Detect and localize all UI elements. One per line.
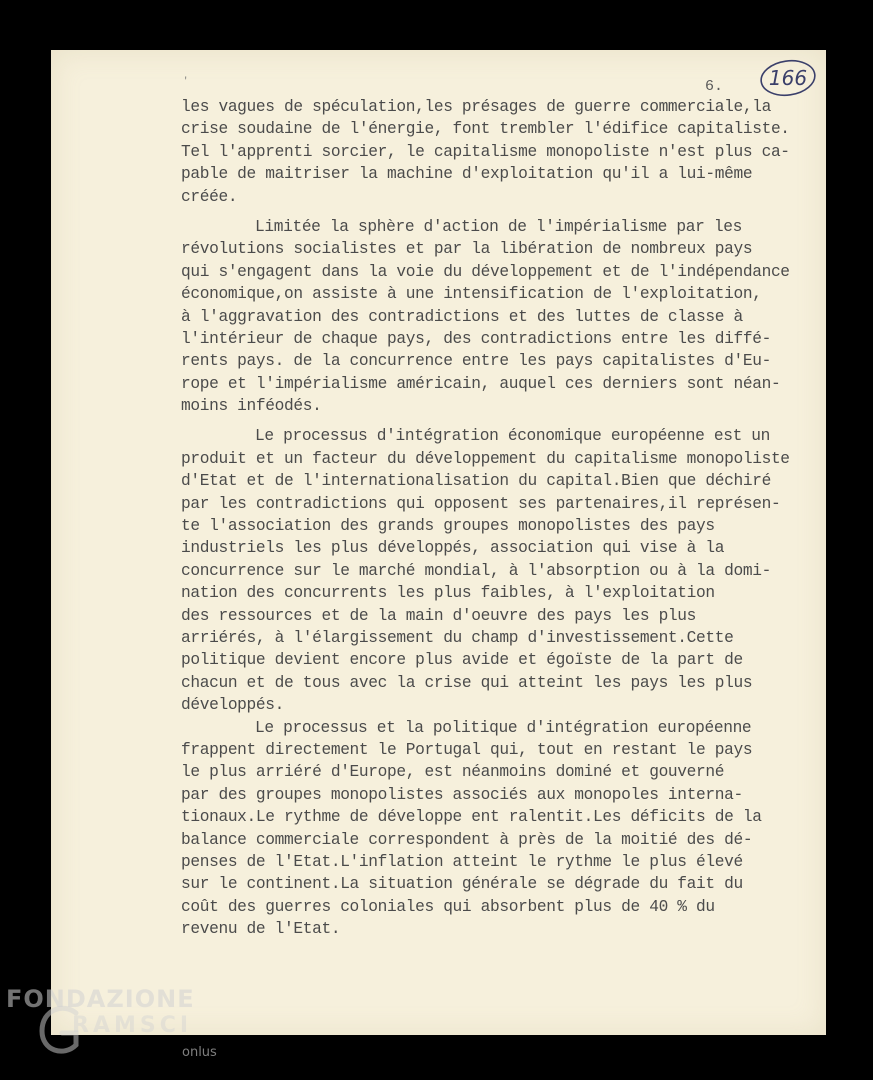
text-line-25: politique devient encore plus avide et égoïste de la part de (181, 651, 743, 670)
text-line-15: Le processus d'intégration économique européenne est un (255, 427, 771, 446)
folio-number: 166 (768, 66, 808, 90)
text-line-8: qui s'engagent dans la voie du développement et de l'indépendance (181, 262, 790, 281)
text-line-26: chacun et de tous avec la crise qui atteint les pays les plus (181, 673, 753, 692)
text-line-21: concurrence sur le marché mondial, à l'absorption ou à la domi- (181, 561, 771, 580)
text-line-34: penses de l'Etat.L'inflation atteint le rythme le plus élevé (181, 852, 743, 871)
watermark-line-1: FONDAZIONE (6, 985, 195, 1013)
text-line-6: Limitée la sphère d'action de l'impérialisme par les (255, 217, 742, 236)
margin-mark: ' (183, 76, 189, 86)
text-line-19: te l'association des grands groupes monopolistes des pays (181, 517, 715, 536)
text-line-12: rents pays. de la concurrence entre les pays capitalistes d'Eu- (181, 352, 771, 371)
text-line-37: revenu de l'Etat. (181, 920, 341, 939)
text-line-35: sur le continent.La situation générale se dégrade du fait du (181, 875, 743, 894)
paragraph-gap (181, 208, 821, 216)
text-line-24: arriérés, à l'élargissement du champ d'investissement.Cette (181, 628, 734, 647)
fondazione-gramsci-watermark (6, 985, 226, 1075)
paragraph-gap (181, 417, 821, 425)
page-number: 6. (705, 78, 724, 95)
text-line-14: moins inféodés. (181, 397, 322, 416)
text-line-27: développés. (181, 696, 285, 715)
text-line-23: des ressources et de la main d'oeuvre des pays les plus (181, 606, 697, 625)
text-line-31: par des groupes monopolistes associés aux monopoles interna- (181, 785, 743, 804)
text-line-13: rope et l'impérialisme américain, auquel ces derniers sont néan- (181, 374, 781, 393)
text-line-18: par les contradictions qui opposent ses partenaires,il représen- (181, 494, 781, 513)
text-line-4: pable de maitriser la machine d'exploitation qu'il a lui-même (181, 165, 753, 184)
text-line-17: d'Etat et de l'internationalisation du capital.Bien que déchiré (181, 472, 771, 491)
document-body (181, 96, 821, 940)
text-line-1: les vagues de spéculation,les présages de guerre commerciale,la (181, 98, 771, 116)
text-line-5: créée. (181, 187, 238, 206)
text-line-30: le plus arriéré d'Europe, est néanmoins dominé et gouverné (181, 763, 725, 782)
text-line-32: tionaux.Le rythme de développe ent ralentit.Les déficits de la (181, 808, 762, 827)
folio-stamp (758, 58, 818, 98)
text-line-16: produit et un facteur du développement du capitalisme monopoliste (181, 449, 790, 468)
text-line-2: crise soudaine de l'énergie, font trembler l'édifice capitaliste. (181, 120, 790, 139)
text-line-9: économique,on assiste à une intensification de l'exploitation, (181, 285, 762, 304)
text-line-36: coût des guerres coloniales qui absorbent plus de 40 % du (181, 897, 715, 916)
text-line-11: l'intérieur de chaque pays, des contradictions entre les diffé- (181, 329, 771, 348)
text-line-7: révolutions socialistes et par la libération de nombreux pays (181, 240, 753, 259)
watermark-line-2: RAMSCI (72, 1013, 193, 1038)
text-line-20: industriels les plus développés, association qui vise à la (181, 539, 725, 558)
text-line-3: Tel l'apprenti sorcier, le capitalisme monopoliste n'est plus ca- (181, 142, 790, 161)
text-line-33: balance commerciale correspondent à près de la moitié des dé- (181, 830, 753, 849)
text-line-28: Le processus et la politique d'intégration européenne (255, 718, 752, 737)
text-line-29: frappent directement le Portugal qui, tout en restant le pays (181, 740, 753, 759)
text-line-10: à l'aggravation des contradictions et des luttes de classe à (181, 307, 743, 326)
watermark-suffix: onlus (182, 1045, 217, 1060)
text-line-22: nation des concurrents les plus faibles, à l'exploitation (181, 584, 715, 603)
